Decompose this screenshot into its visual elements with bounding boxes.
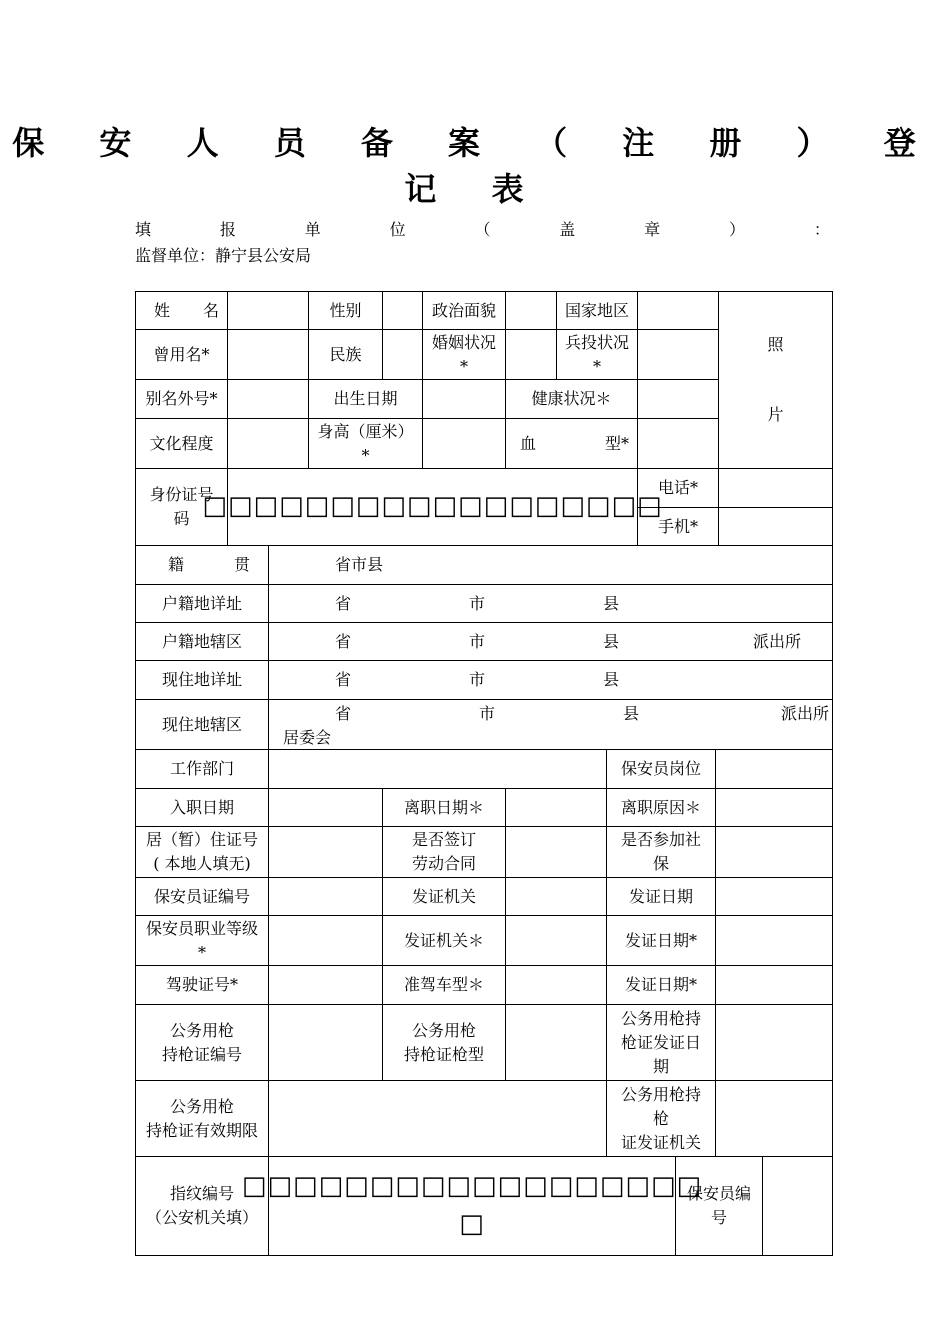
- gun-cert-no-field[interactable]: [268, 1004, 383, 1081]
- form-title: 保 安 人 员 备 案 （ 注 册 ） 登 记 表: [12, 124, 938, 208]
- country-field[interactable]: [637, 291, 719, 330]
- car-type-field[interactable]: [505, 965, 607, 1005]
- leave-reason-field[interactable]: [715, 788, 833, 827]
- fill-unit-char: （: [474, 220, 491, 239]
- social-insurance-label: 是否参加社 保: [606, 826, 716, 878]
- education-field[interactable]: [227, 418, 309, 469]
- current-area-field[interactable]: 省 市 县 派出所 居委会: [268, 699, 833, 750]
- ethnicity-field[interactable]: [382, 329, 423, 380]
- marital-label: 婚姻状况 *: [422, 329, 506, 380]
- residence-permit-label: 居（暂）住证号 ( 本地人填无): [135, 826, 269, 878]
- military-field[interactable]: [637, 329, 719, 380]
- health-label: 健康状况＊: [505, 379, 638, 419]
- guard-cert-no-label: 保安员证编号: [135, 877, 269, 916]
- post-label: 保安员岗位: [606, 749, 716, 789]
- id-number-boxes[interactable]: □□□□□□□□□□□□□□□□□□: [227, 468, 638, 546]
- issuer-label: 发证机关: [382, 877, 506, 916]
- social-insurance-field[interactable]: [715, 826, 833, 878]
- entry-date-field[interactable]: [268, 788, 383, 827]
- mobile-field[interactable]: [718, 507, 833, 546]
- fingerprint-boxes[interactable]: □□□□□□□□□□□□□□□□□□ □: [268, 1156, 676, 1256]
- fill-unit-char: 填: [135, 220, 152, 239]
- fingerprint-label: 指纹编号 （公安机关填）: [135, 1156, 269, 1256]
- car-type-label: 准驾车型＊: [382, 965, 506, 1005]
- fill-unit-char: 位: [389, 220, 406, 239]
- guard-cert-no-field[interactable]: [268, 877, 383, 916]
- issue-date-field[interactable]: [715, 877, 833, 916]
- fill-unit-line: [135, 217, 830, 239]
- guard-no-field[interactable]: [762, 1156, 833, 1256]
- phone-label: 电话*: [637, 468, 719, 508]
- leave-reason-label: 离职原因＊: [606, 788, 716, 827]
- huji-addr-field[interactable]: 省 市 县: [268, 584, 833, 623]
- country-label: 国家地区: [556, 291, 638, 330]
- driver-license-label: 驾驶证号*: [135, 965, 269, 1005]
- gender-field[interactable]: [382, 291, 423, 330]
- height-label: 身高（厘米） *: [308, 418, 423, 469]
- entry-date-label: 入职日期: [135, 788, 269, 827]
- residence-permit-field[interactable]: [268, 826, 383, 878]
- ethnicity-label: 民族: [308, 329, 383, 380]
- phone-field[interactable]: [718, 468, 833, 508]
- fill-unit-char: 盖: [559, 220, 576, 239]
- labor-contract-field[interactable]: [505, 826, 607, 878]
- guard-no-label: 保安员编 号: [675, 1156, 763, 1256]
- id-number-label: 身份证号 码: [135, 468, 228, 546]
- supervisor-value: 静宁县公安局: [215, 246, 312, 265]
- former-name-label: 曾用名*: [135, 329, 228, 380]
- health-field[interactable]: [637, 379, 719, 419]
- native-place-label: 籍 贯: [135, 545, 269, 585]
- fill-unit-char: ：: [813, 220, 830, 239]
- fill-unit-char: 报: [219, 220, 236, 239]
- driver-issue-date-field[interactable]: [715, 965, 833, 1005]
- birth-label: 出生日期: [308, 379, 423, 419]
- fill-unit-char: ）: [729, 220, 746, 239]
- level-issuer-field[interactable]: [505, 915, 607, 966]
- education-label: 文化程度: [135, 418, 228, 469]
- political-field[interactable]: [505, 291, 557, 330]
- name-field[interactable]: [227, 291, 309, 330]
- current-addr-label: 现住地详址: [135, 660, 269, 700]
- mobile-label: 手机*: [637, 507, 719, 546]
- photo-box: 照 片: [718, 291, 833, 469]
- supervisor-line: [135, 243, 311, 266]
- leave-date-label: 离职日期＊: [382, 788, 506, 827]
- current-area-label: 现住地辖区: [135, 699, 269, 750]
- marital-field[interactable]: [505, 329, 557, 380]
- political-label: 政治面貌: [422, 291, 506, 330]
- driver-license-field[interactable]: [268, 965, 383, 1005]
- issue-date-label: 发证日期: [606, 877, 716, 916]
- gun-issue-date-label: 公务用枪持 枪证发证日 期: [606, 1004, 716, 1081]
- leave-date-field[interactable]: [505, 788, 607, 827]
- blood-label: 血 型*: [505, 418, 638, 469]
- huji-area-field[interactable]: 省 市 县 派出所: [268, 622, 833, 661]
- name-label: 姓 名: [135, 291, 228, 330]
- current-addr-field[interactable]: 省 市 县: [268, 660, 833, 700]
- gun-type-label: 公务用枪 持枪证枪型: [382, 1004, 506, 1081]
- post-field[interactable]: [715, 749, 833, 789]
- alias-label: 别名外号*: [135, 379, 228, 419]
- gender-label: 性别: [308, 291, 383, 330]
- gun-type-field[interactable]: [505, 1004, 607, 1081]
- department-label: 工作部门: [135, 749, 269, 789]
- gun-validity-field[interactable]: [268, 1080, 607, 1157]
- gun-issue-date-field[interactable]: [715, 1004, 833, 1081]
- military-label: 兵投状况 *: [556, 329, 638, 380]
- alias-field[interactable]: [227, 379, 309, 419]
- gun-validity-label: 公务用枪 持枪证有效期限: [135, 1080, 269, 1157]
- labor-contract-label: 是否签订 劳动合同: [382, 826, 506, 878]
- level-issue-date-label: 发证日期*: [606, 915, 716, 966]
- gun-issuer-label: 公务用枪持 枪 证发证机关: [606, 1080, 716, 1157]
- birth-field[interactable]: [422, 379, 506, 419]
- department-field[interactable]: [268, 749, 607, 789]
- issuer-field[interactable]: [505, 877, 607, 916]
- blood-field[interactable]: [637, 418, 719, 469]
- level-issuer-label: 发证机关＊: [382, 915, 506, 966]
- former-name-field[interactable]: [227, 329, 309, 380]
- guard-level-label: 保安员职业等级 *: [135, 915, 269, 966]
- level-issue-date-field[interactable]: [715, 915, 833, 966]
- height-field[interactable]: [422, 418, 506, 469]
- native-place-field[interactable]: 省市县: [268, 545, 833, 585]
- gun-issuer-field[interactable]: [715, 1080, 833, 1157]
- driver-issue-date-label: 发证日期*: [606, 965, 716, 1005]
- huji-area-label: 户籍地辖区: [135, 622, 269, 661]
- gun-cert-no-label: 公务用枪 持枪证编号: [135, 1004, 269, 1081]
- fill-unit-char: 章: [644, 220, 661, 239]
- huji-addr-label: 户籍地详址: [135, 584, 269, 623]
- supervisor-label: 监督单位：: [135, 246, 216, 265]
- fill-unit-char: 单: [304, 220, 321, 239]
- guard-level-field[interactable]: [268, 915, 383, 966]
